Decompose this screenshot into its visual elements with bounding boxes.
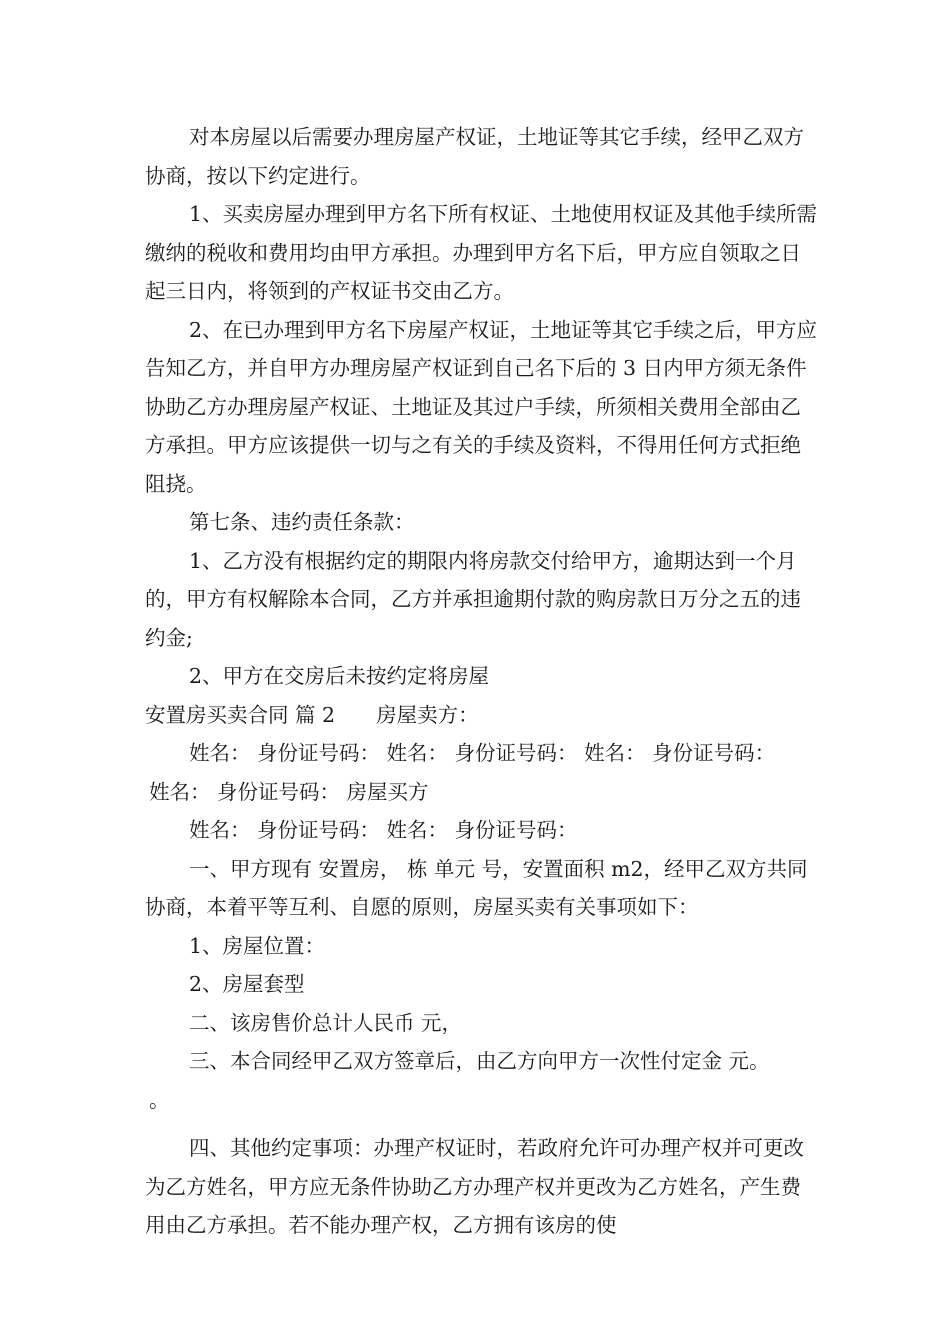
item-house-type: 2、房屋套型 — [189, 972, 305, 996]
section-heading-article-7: 第七条、违约责任条款： — [189, 510, 415, 534]
paragraph-section-2-price: 二、该房售价总计人民币 元， — [189, 1010, 463, 1035]
item-house-location: 1、房屋位置： — [189, 933, 326, 958]
paragraph-property-procedures: 对本房屋以后需要办理房屋产权证，土地证等其它手续，经甲乙双方协商，按以下约定进行。 — [145, 125, 804, 188]
stray-punctuation-line: 。 — [149, 1087, 170, 1112]
paragraph-section-1-resettlement-house: 一、甲方现有 安置房， 栋 单元 号，安置面积 m2，经甲乙双方共同协商，本着平等互利、自愿的原则，房屋买卖有关事项如下： — [145, 856, 808, 919]
buyer-identity-line: 姓名： 身份证号码： 姓名： 身份证号码： — [189, 818, 578, 842]
paragraph-breach-2: 2、甲方在交房后未按约定将房屋 — [189, 664, 490, 688]
paragraph-section-3-deposit: 三、本合同经甲乙双方签章后，由乙方向甲方一次性付定金 元。 — [189, 1049, 770, 1073]
paragraph-section-4-other-terms: 四、其他约定事项：办理产权证时，若政府允许可办理产权并可更改为乙方姓名，甲方应无条件协助乙方办理产权并更改为乙方姓名，产生费用由乙方承担。若不能办理产权，乙方拥有该房的使 — [145, 1136, 804, 1237]
seller-identity-line: 姓名： 身份证号码： 姓名： 身份证号码： 姓名： 身份证号码： — [189, 741, 776, 765]
paragraph-clause-2-transfer: 2、在已办理到甲方名下房屋产权证，土地证等其它手续之后，甲方应告知乙方，并自甲方办理房屋产权证到自己名下后的 3 日内甲方须无条件协助乙方办理房屋产权证、土地证及其过户手续，所须相关费用全部由乙方承担。甲方应该提供一切与之有关的手续及资料，不得用任何方式拒绝阻挠。 — [145, 317, 818, 496]
seller-identity-line-continued: 姓名： 身份证号码： 房屋买方 — [149, 779, 429, 804]
paragraph-clause-1-taxes: 1、买卖房屋办理到甲方名下所有权证、土地使用权证及其他手续所需缴纳的税收和费用均由甲方承担。办理到甲方名下后，甲方应自领取之日起三日内，将领到的产权证书交由乙方。 — [145, 202, 818, 303]
contract-title-part-2: 安置房买卖合同 篇 2 房屋卖方： — [145, 702, 479, 727]
paragraph-breach-1: 1、乙方没有根据约定的期限内将房款交付给甲方，逾期达到一个月的，甲方有权解除本合同，乙方并承担逾期付款的购房款日万分之五的违约金; — [145, 548, 801, 650]
document-body — [145, 118, 820, 1245]
